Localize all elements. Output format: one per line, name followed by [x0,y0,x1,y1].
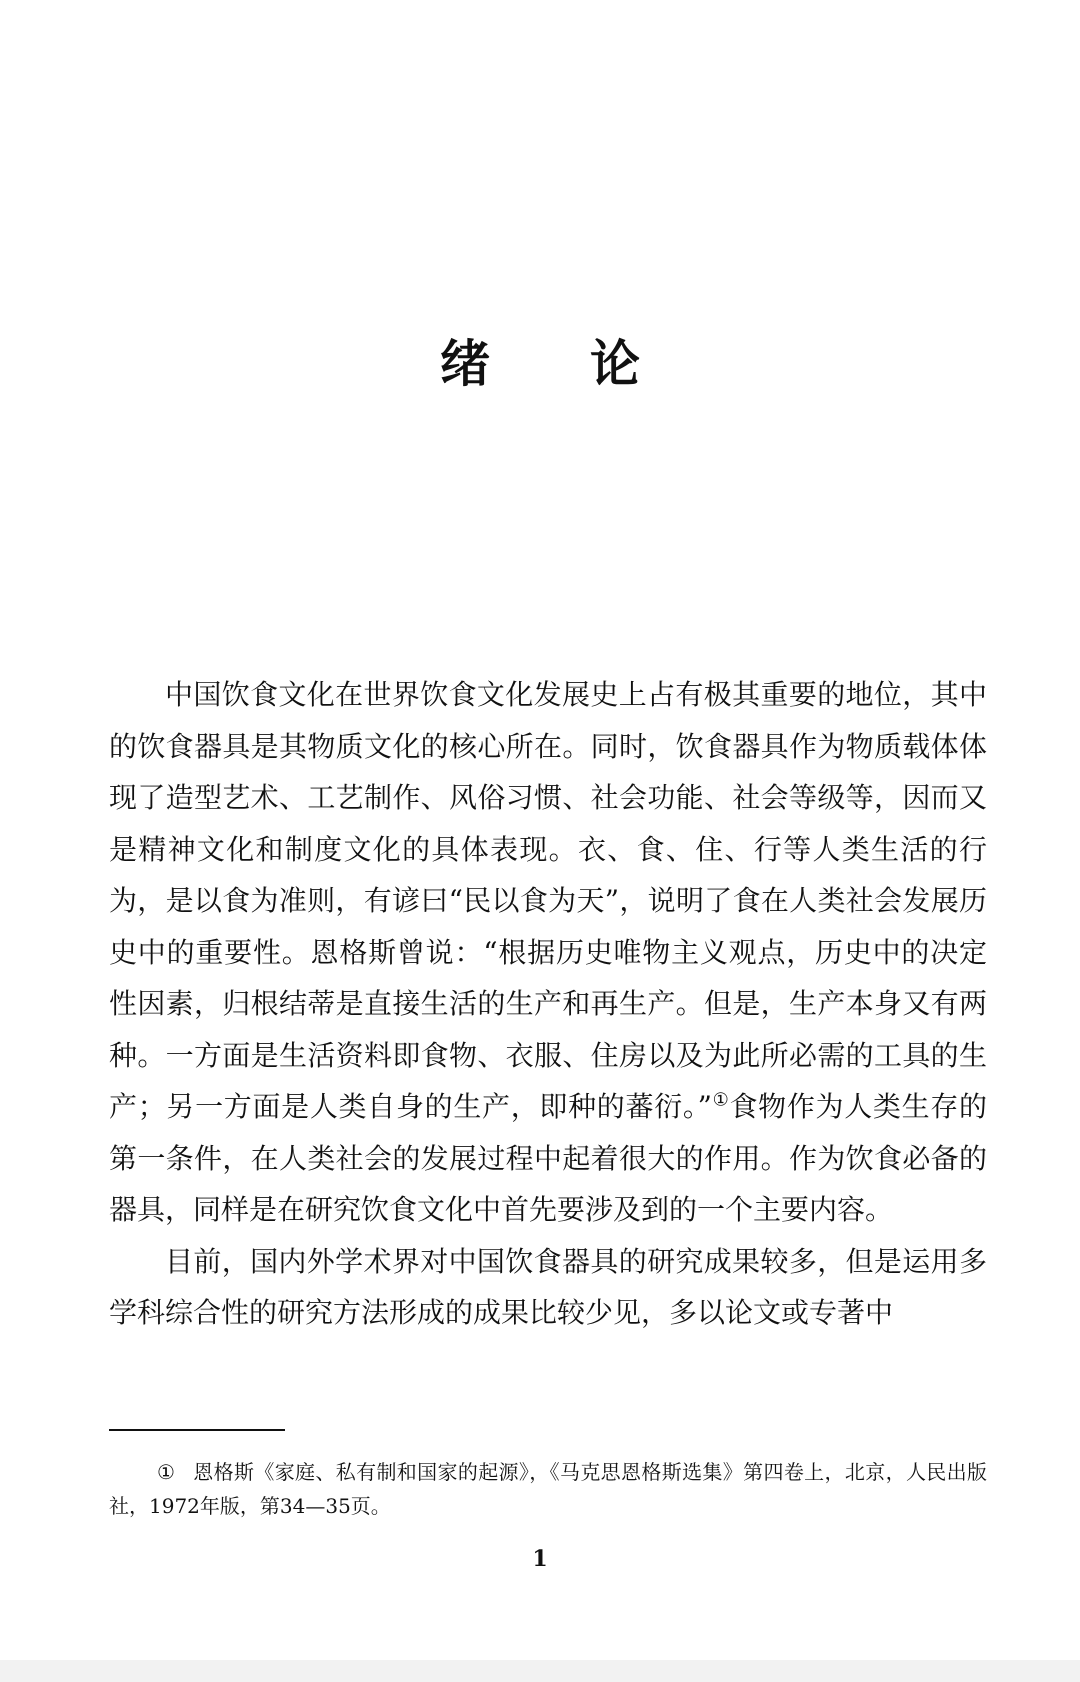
footnote-text: 恩格斯《家庭、私有制和国家的起源》，《马克思恩格斯选集》第四卷上，北京，人民出版社，1972年版，第34—35页。 [109,1460,987,1518]
paragraph-1-text: 中国饮食文化在世界饮食文化发展史上占有极其重要的地位，其中的饮食器具是其物质文化的核心所在。同时，饮食器具作为物质载体体现了造型艺术、工艺制作、风俗习惯、社会功能、社会等级等，因而又是精神文化和制度文化的具体表现。衣、食、住、行等人类生活的行为，是以食为准则，有谚曰“民以食为天”，说明了食在人类社会发展历史中的重要性。恩格斯曾说：“根据历史唯物主义观点，历史中的决定性因素，归根结蒂是直接生活的生产和再生产。但是，生产本身又有两种。一方面是生活资料即食物、衣服、住房以及为此所必需的工具的生产；另一方面是人类自身的生产，即种的蕃衍。” [109,678,987,1123]
page-bottom-edge [0,1660,1080,1682]
footnote-mark: ① [157,1460,175,1484]
page-number: 1 [532,1546,548,1572]
footnote-reference[interactable]: ① [711,1089,730,1111]
body-text [109,669,987,1339]
chapter-title: 绪论 [440,334,740,393]
footnote [109,1455,987,1523]
paragraph-1-continuation: 食物作为人类生存的第一条件，在人类社会的发展过程中起着很大的作用。作为饮食必备的器具，同样是在研究饮食文化中首先要涉及到的一个主要内容。 [109,1090,987,1226]
paragraph-2-text: 目前，国内外学术界对中国饮食器具的研究成果较多，但是运用多学科综合性的研究方法形成的成果比较少见，多以论文或专著中 [109,1244,987,1329]
paragraph-1 [109,669,987,1236]
paragraph-2 [109,1236,987,1339]
footnote-divider [109,1429,285,1431]
